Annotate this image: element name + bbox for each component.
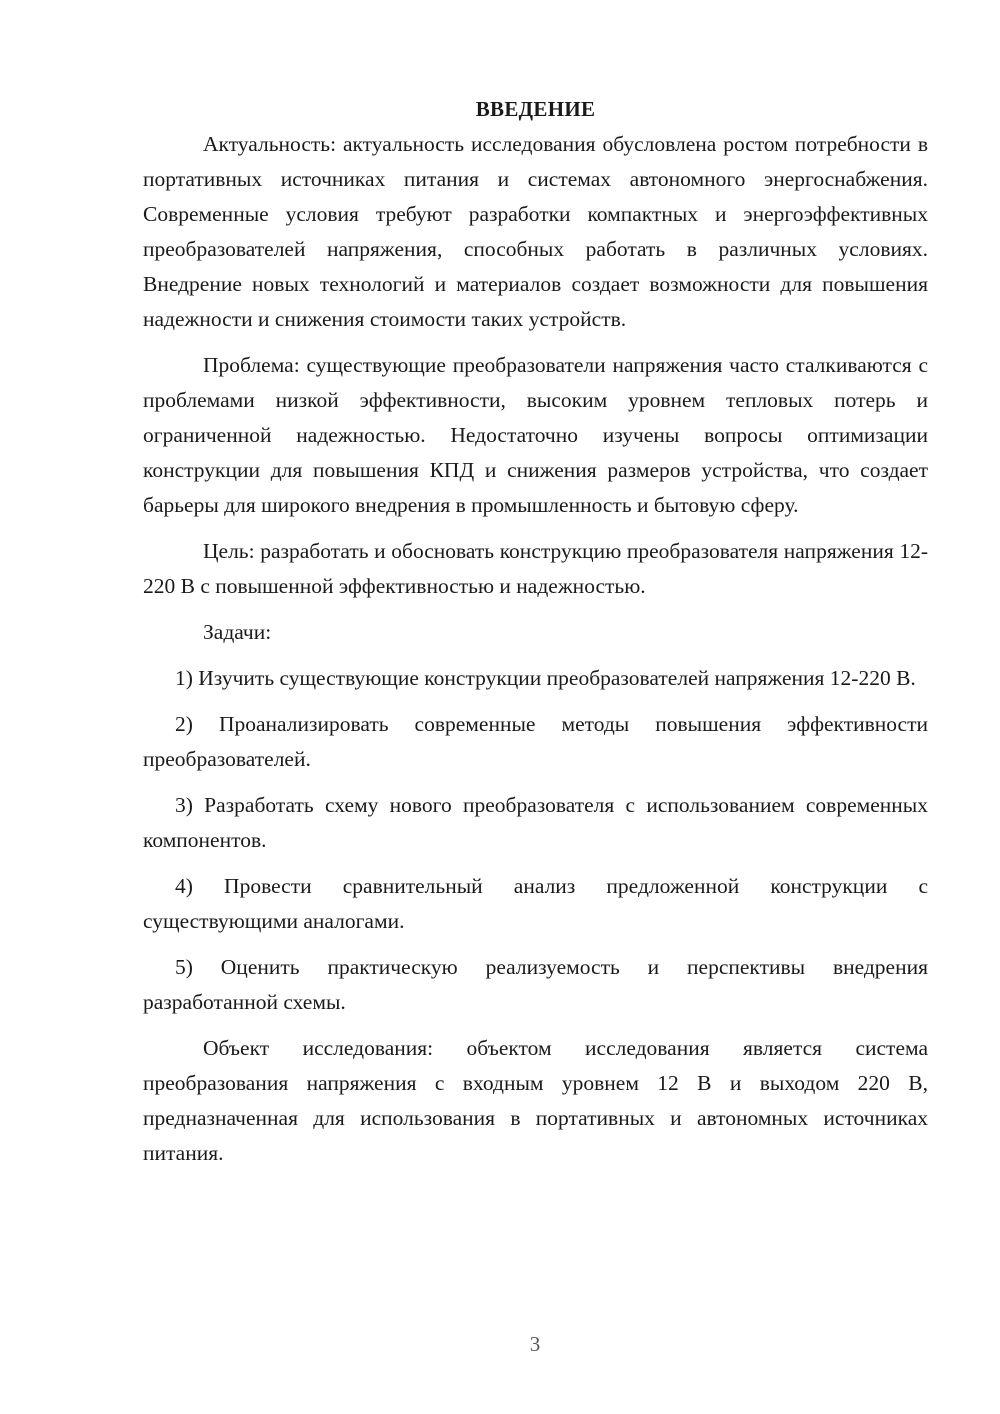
task-item-2: 2) Проанализировать современные методы повышения эффективности преобразователей.: [143, 712, 928, 771]
tasks-label: Задачи:: [203, 620, 272, 644]
section-heading: ВВЕДЕНИЕ: [475, 97, 596, 121]
paragraph-relevance: Актуальность: актуальность исследования обусловлена ростом потребности в портативных источниках питания и системах автономного энергоснабжения. Современные условия требуют разработки компактных и энергоэффективных преобразователей напряжения, способных работать в различных условиях. Внедрение новых технологий и материалов создает возможности для повышения надежности и снижения стоимости таких устройств.: [143, 132, 928, 331]
page-number: 3: [529, 1332, 541, 1356]
paragraph-goal: Цель: разработать и обосновать конструкцию преобразователя напряжения 12-220 В с повышенной эффективностью и надежностью.: [143, 539, 928, 598]
paragraph-object: Объект исследования: объектом исследования является система преобразования напряжения с входным уровнем 12 В и выходом 220 В, предназначенная для использования в портативных и автономных источниках питания.: [143, 1036, 928, 1165]
task-item-5: 5) Оценить практическую реализуемость и перспективы внедрения разработанной схемы.: [143, 955, 928, 1014]
task-item-1: 1) Изучить существующие конструкции преобразователей напряжения 12-220 В.: [175, 666, 916, 690]
task-item-3: 3) Разработать схему нового преобразователя с использованием современных компонентов.: [143, 793, 928, 852]
paragraph-problem: Проблема: существующие преобразователи напряжения часто сталкиваются с проблемами низкой эффективности, высоким уровнем тепловых потерь и ограниченной надежностью. Недостаточно изучены вопросы оптимизации конструкции для повышения КПД и снижения размеров устройства, что создает барьеры для широкого внедрения в промышленность и бытовую сферу.: [143, 353, 928, 517]
task-item-4: 4) Провести сравнительный анализ предложенной конструкции с существующими аналогами.: [143, 874, 928, 933]
document-page: [143, 92, 928, 1171]
